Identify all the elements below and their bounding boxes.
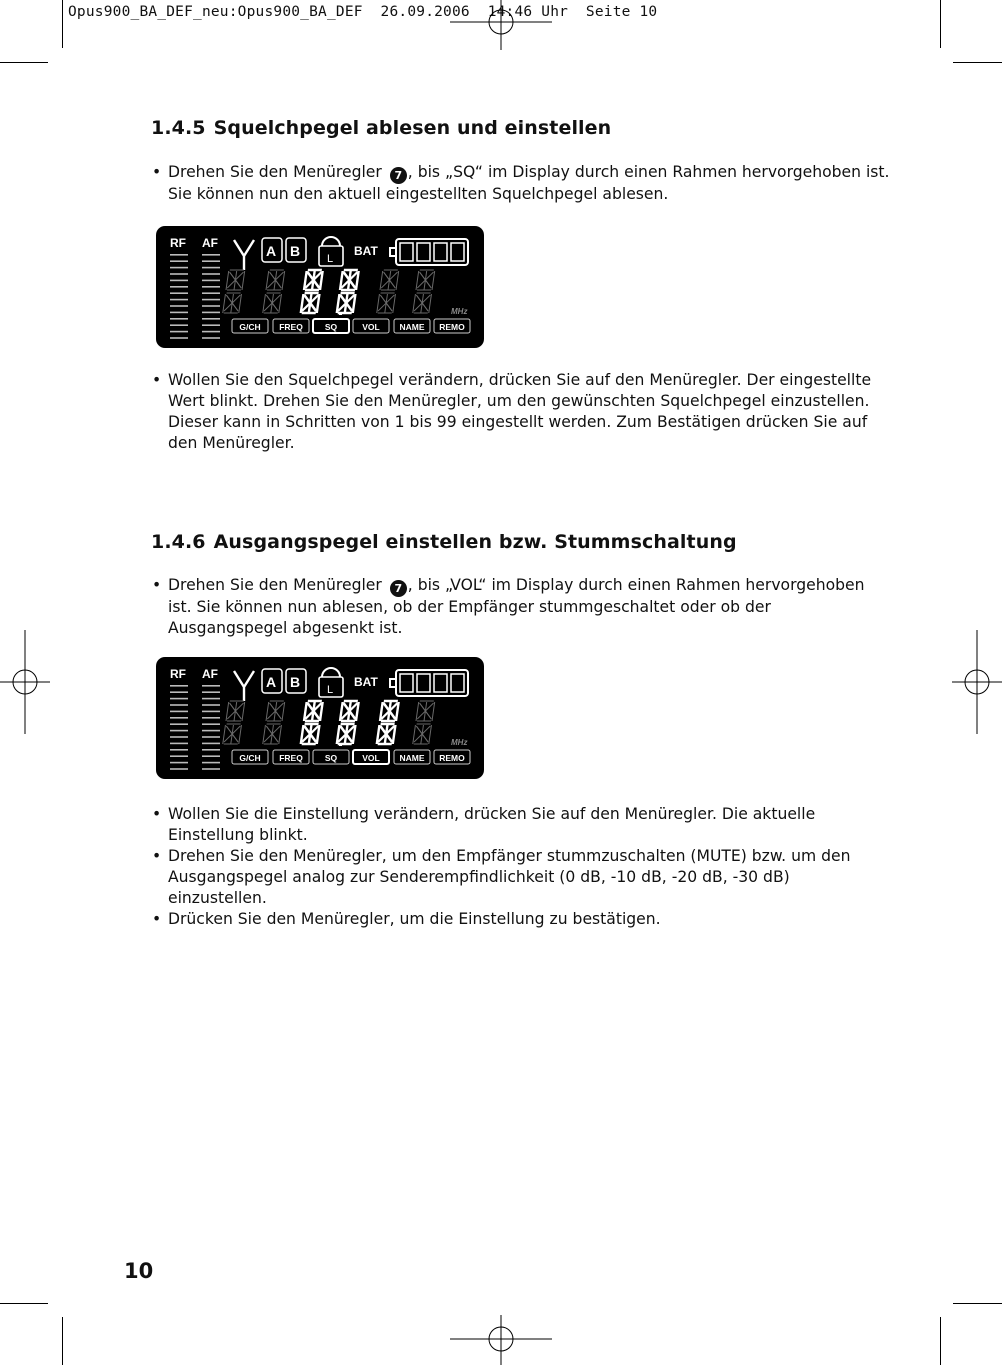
- lcd-mode-label: FREQ: [279, 322, 303, 332]
- lcd-af-meter-bar: [202, 292, 220, 294]
- lcd-af-meter-bar: [202, 755, 220, 757]
- lock-icon: [322, 237, 340, 246]
- lcd-af-meter-bar: [202, 743, 220, 745]
- lcd-mode-label: SQ: [324, 322, 338, 332]
- lcd-rf-meter-bar: [170, 312, 188, 314]
- lcd-bat-label: BAT: [354, 675, 378, 689]
- lcd-af-meter-bar: [202, 286, 220, 288]
- lcd-digit: [223, 270, 245, 313]
- lcd-af-meter-bar: [202, 273, 220, 275]
- lcd-af-meter-bar: [202, 704, 220, 706]
- lcd-rf-meter-bar: [170, 762, 188, 764]
- lcd-rf-meter-bar: [170, 260, 188, 262]
- lcd-rf-meter-bar: [170, 749, 188, 751]
- registration-mark-bottom: [450, 1315, 552, 1365]
- list-item: • Drehen Sie den Menüregler 7 , bis „VOL“ im Display durch einen Rahmen hervorgehoben ist. Sie können nun ablesen, ob der Empfänger stummgeschaltet oder ob der Ausgangspegel abgesenkt ist.: [152, 575, 892, 639]
- antenna-icon: [234, 671, 254, 701]
- lcd-af-meter-bar: [202, 736, 220, 738]
- lcd-mhz-label: MHz: [451, 307, 468, 316]
- lcd-mode-label: NAME: [399, 753, 425, 763]
- lcd-rf-meter-bar: [170, 254, 188, 256]
- lcd-rf-meter-bar: [170, 324, 188, 326]
- lcd-a-label: A: [266, 243, 277, 259]
- list-item: • Wollen Sie die Einstellung verändern, drücken Sie auf den Menüregler. Die aktuelle Einstellung blinkt.: [152, 804, 892, 846]
- lcd-display-sq: [156, 226, 484, 348]
- lcd-rf-meter-bar: [170, 768, 188, 770]
- lcd-af-label: AF: [202, 236, 218, 250]
- lcd-rf-label: RF: [170, 236, 186, 250]
- lcd-rf-meter-bar: [170, 736, 188, 738]
- battery-segment: [417, 674, 430, 692]
- lcd-af-meter-bar: [202, 730, 220, 732]
- lcd-rf-meter-bar: [170, 743, 188, 745]
- lcd-display-vol: [156, 657, 484, 779]
- section-heading-output-level: [151, 531, 737, 553]
- lcd-decimal-point: [339, 312, 342, 315]
- list-item: • Drehen Sie den Menüregler 7 , bis „SQ“ im Display durch einen Rahmen hervorgehoben ist. Sie können nun den aktuell eingestellten Squelchpegel ablesen.: [152, 162, 892, 205]
- lcd-mode-label: FREQ: [279, 753, 303, 763]
- lcd-af-meter-bar: [202, 768, 220, 770]
- lcd-af-meter-bar: [202, 299, 220, 301]
- lcd-rf-meter-bar: [170, 267, 188, 269]
- lcd-rf-meter-bar: [170, 723, 188, 725]
- lcd-af-meter-bar: [202, 749, 220, 751]
- lcd-af-meter-bar: [202, 331, 220, 333]
- lcd-af-meter-bar: [202, 337, 220, 339]
- lcd-bat-label: BAT: [354, 244, 378, 258]
- section-number: 1.4.5: [151, 117, 206, 139]
- knob-7-icon: 7: [390, 580, 407, 597]
- volume-intro-list: [152, 575, 892, 639]
- lcd-digit: [377, 701, 399, 744]
- lcd-rf-meter-bar: [170, 755, 188, 757]
- lcd-rf-meter-bar: [170, 717, 188, 719]
- lock-icon: [322, 668, 340, 677]
- lcd-rf-label: RF: [170, 667, 186, 681]
- lcd-a-label: A: [266, 674, 277, 690]
- lcd-digit: [301, 270, 323, 313]
- lcd-rf-meter-bar: [170, 711, 188, 713]
- lcd-mode-label: G/CH: [239, 322, 261, 332]
- lcd-digit: [263, 270, 285, 313]
- page-number: 10: [124, 1259, 154, 1283]
- lcd-mode-label: REMO: [439, 322, 465, 332]
- volume-steps-list: [152, 804, 892, 930]
- registration-mark-right: [952, 630, 1002, 734]
- lcd-rf-meter-bar: [170, 305, 188, 307]
- lcd-af-meter-bar: [202, 267, 220, 269]
- lcd-af-meter-bar: [202, 318, 220, 320]
- lcd-decimal-point: [339, 743, 342, 746]
- lcd-digit: [223, 701, 245, 744]
- lcd-af-meter-bar: [202, 685, 220, 687]
- lcd-digit: [413, 270, 435, 313]
- lcd-mode-label: VOL: [362, 322, 380, 332]
- battery-segment: [434, 243, 447, 261]
- registration-mark-top: [450, 0, 552, 50]
- lcd-rf-meter-bar: [170, 704, 188, 706]
- lcd-digit: [413, 701, 435, 744]
- lcd-mhz-label: MHz: [451, 738, 468, 747]
- print-slug: Opus900_BA_DEF_neu:Opus900_BA_DEF 26.09.2006 14:46 Uhr Seite 10: [68, 4, 658, 20]
- lcd-digit: [263, 701, 285, 744]
- lcd-b-label: B: [290, 243, 301, 259]
- lcd-rf-meter-bar: [170, 273, 188, 275]
- lcd-mode-label: G/CH: [239, 753, 261, 763]
- section-heading-squelch: [151, 117, 611, 139]
- lcd-af-meter-bar: [202, 698, 220, 700]
- lcd-svg: [156, 226, 484, 348]
- lcd-svg: [156, 657, 484, 779]
- lcd-rf-meter-bar: [170, 337, 188, 339]
- list-item: • Drehen Sie den Menüregler, um den Empfänger stummzuschalten (MUTE) bzw. um den Ausgangspegel analog zur Senderempfindlichkeit (0 dB, -10 dB, -20 dB, -30 dB) einzustellen.: [152, 846, 892, 909]
- battery-segment: [400, 674, 413, 692]
- battery-segment: [451, 243, 464, 261]
- battery-segment: [417, 243, 430, 261]
- lcd-digit: [301, 701, 323, 744]
- lcd-rf-meter-bar: [170, 698, 188, 700]
- list-item: • Drücken Sie den Menüregler, um die Einstellung zu bestätigen.: [152, 909, 892, 930]
- lcd-mode-label: SQ: [324, 753, 338, 763]
- lcd-rf-meter-bar: [170, 685, 188, 687]
- lcd-af-meter-bar: [202, 312, 220, 314]
- lcd-rf-meter-bar: [170, 286, 188, 288]
- lcd-af-meter-bar: [202, 711, 220, 713]
- section-number: 1.4.6: [151, 531, 206, 553]
- section-title: Ausgangspegel einstellen bzw. Stummschaltung: [213, 531, 737, 553]
- lcd-mode-label: VOL: [362, 753, 380, 763]
- lcd-rf-meter-bar: [170, 331, 188, 333]
- lcd-mode-label: REMO: [439, 753, 465, 763]
- lcd-rf-meter-bar: [170, 299, 188, 301]
- section-title: Squelchpegel ablesen und einstellen: [213, 117, 612, 139]
- lcd-rf-meter-bar: [170, 730, 188, 732]
- lcd-lock-label: L: [327, 684, 334, 696]
- lcd-af-meter-bar: [202, 254, 220, 256]
- lcd-rf-meter-bar: [170, 292, 188, 294]
- lcd-af-meter-bar: [202, 723, 220, 725]
- lcd-af-meter-bar: [202, 762, 220, 764]
- lcd-af-meter-bar: [202, 305, 220, 307]
- list-item: • Wollen Sie den Squelchpegel verändern, drücken Sie auf den Menüregler. Der eingestellte Wert blinkt. Drehen Sie den Menüregler, um den gewünschten Squelchpegel einzustellen. Dieser kann in Schritten von 1 bis 99 eingestellt werden. Zum Bestätigen drücken Sie auf den Menüregler.: [152, 370, 892, 454]
- battery-segment: [400, 243, 413, 261]
- antenna-icon: [234, 240, 254, 270]
- lcd-af-meter-bar: [202, 717, 220, 719]
- squelch-steps-list: [152, 370, 892, 454]
- knob-7-icon: 7: [390, 167, 407, 184]
- squelch-intro-list: [152, 162, 892, 205]
- lcd-b-label: B: [290, 674, 301, 690]
- lcd-af-meter-bar: [202, 691, 220, 693]
- lcd-af-meter-bar: [202, 324, 220, 326]
- lcd-lock-label: L: [327, 253, 334, 265]
- lcd-af-meter-bar: [202, 260, 220, 262]
- lcd-rf-meter-bar: [170, 280, 188, 282]
- lcd-rf-meter-bar: [170, 691, 188, 693]
- lcd-af-meter-bar: [202, 280, 220, 282]
- battery-segment: [434, 674, 447, 692]
- battery-segment: [451, 674, 464, 692]
- lcd-digit: [337, 701, 359, 744]
- lcd-rf-meter-bar: [170, 318, 188, 320]
- lcd-mode-label: NAME: [399, 322, 425, 332]
- registration-mark-left: [0, 630, 50, 734]
- lcd-af-label: AF: [202, 667, 218, 681]
- lcd-digit: [337, 270, 359, 313]
- lcd-digit: [377, 270, 399, 313]
